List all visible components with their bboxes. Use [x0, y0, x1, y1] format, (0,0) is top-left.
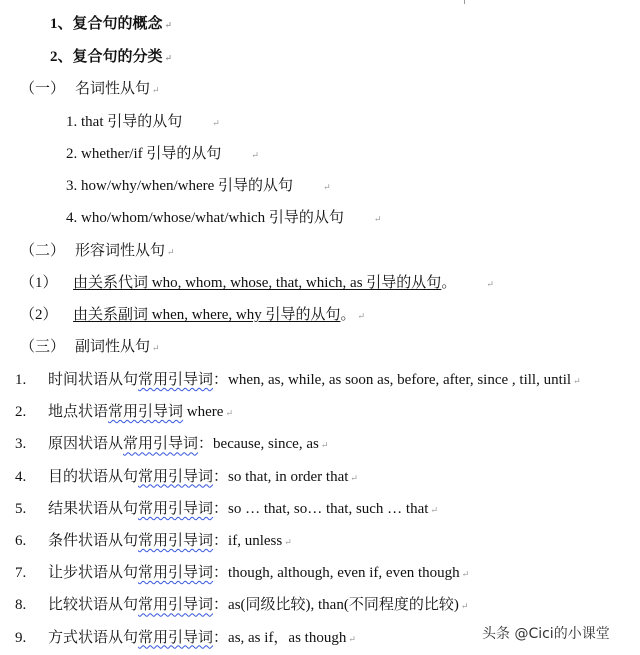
section-title: 名词性从句	[75, 81, 151, 97]
item-spellcheck-mark: 常用引导词	[138, 372, 214, 388]
section-noun-clause	[20, 79, 160, 100]
item-clause-type: 条件状语从句	[48, 533, 139, 549]
item-spellcheck-mark: 常用引导词	[108, 404, 184, 421]
item-number: （2）	[20, 307, 58, 323]
item-clause-type: 让步状语从句	[48, 565, 139, 582]
heading-number: 1、	[50, 16, 73, 32]
list-item	[15, 563, 469, 584]
item-conjunctions: ：because, since, as	[198, 436, 319, 453]
item-text: 由关系代词 who, whom, whose, that, which, as 引导的从句	[73, 275, 442, 291]
item-clause-type: 原因状语从	[48, 436, 124, 453]
section-adverbial-clause	[20, 337, 160, 358]
item-clause-type: 方式状语从句	[48, 629, 139, 646]
section-label: （三）	[20, 339, 66, 355]
watermark: 头条 @Cici的小课堂	[482, 626, 610, 642]
heading-concept	[50, 14, 172, 35]
list-item	[15, 531, 292, 552]
section-title: 形容词性从句	[75, 243, 166, 259]
item-spellcheck-mark: 常用引导词	[138, 629, 214, 646]
text-cursor	[464, 0, 465, 4]
section-label: （一）	[20, 81, 66, 97]
item-clause-type: 目的状语从句	[48, 468, 139, 485]
list-item: 1. that 引导的从句 ↵	[66, 112, 220, 133]
list-item	[15, 467, 358, 488]
heading-number: 2、	[50, 49, 73, 65]
item-conjunctions: ：though, although, even if, even though	[213, 565, 460, 582]
item-spellcheck-mark: 常用引导词	[138, 597, 214, 614]
item-spellcheck-mark: 常用引导词	[138, 500, 214, 517]
section-title: 副词性从句	[75, 339, 151, 355]
list-item: 4. who/whom/whose/what/which 引导的从句 ↵	[66, 208, 381, 229]
item-spellcheck-mark: 常用引导词	[138, 565, 214, 582]
item-number: 7.	[15, 565, 27, 582]
list-item	[20, 305, 365, 326]
item-number: （1）	[20, 275, 58, 291]
item-clause-type: 结果状语从句	[48, 500, 139, 517]
list-item	[20, 273, 494, 294]
item-number: 8.	[15, 597, 27, 614]
item-conjunctions: ：so … that, so… that, such … that	[213, 500, 429, 517]
list-item	[15, 434, 328, 455]
item-text: 由关系副词 when, where, why 引导的从句	[73, 307, 341, 323]
item-clause-type: 地点状语	[48, 404, 109, 421]
list-item	[15, 499, 438, 520]
list-item	[15, 628, 356, 649]
item-spellcheck-mark: 常用引导词	[138, 533, 214, 549]
item-clause-type: 比较状语从句	[48, 597, 139, 614]
item-spellcheck-mark: 常用引导词	[138, 468, 214, 485]
heading-text: 复合句的分类	[72, 49, 163, 65]
heading-text: 复合句的概念	[72, 16, 163, 32]
item-end: 。	[441, 275, 457, 291]
section-adjective-clause	[20, 241, 175, 262]
item-number: 3.	[15, 436, 27, 453]
item-number: 2.	[15, 404, 27, 421]
item-conjunctions: ：so that, in order that	[213, 468, 349, 485]
list-item	[15, 595, 468, 616]
section-label: （二）	[20, 243, 66, 259]
item-number: 9.	[15, 629, 27, 646]
item-conjunctions: ：if, unless	[213, 533, 283, 549]
item-conjunctions: where	[183, 404, 224, 421]
list-item	[15, 402, 233, 423]
list-item: 3. how/why/when/where 引导的从句 ↵	[66, 176, 331, 197]
item-number: 4.	[15, 468, 27, 485]
list-item: 2. whether/if 引导的从句 ↵	[66, 144, 259, 165]
item-conjunctions: ：when, as, while, as soon as, before, after, since , till, until	[213, 372, 572, 388]
item-number: 6.	[15, 533, 27, 549]
item-conjunctions: ：as(同级比较), than(不同程度的比较)	[213, 597, 459, 614]
item-spellcheck-mark: 常用引导词	[123, 436, 199, 453]
item-end: 。	[340, 307, 356, 323]
list-item	[15, 370, 581, 391]
item-number: 1.	[15, 372, 27, 388]
item-clause-type: 时间状语从句	[48, 372, 139, 388]
heading-classification	[50, 47, 172, 68]
item-conjunctions: ：as, as if，as though	[213, 629, 347, 646]
item-number: 5.	[15, 500, 27, 517]
